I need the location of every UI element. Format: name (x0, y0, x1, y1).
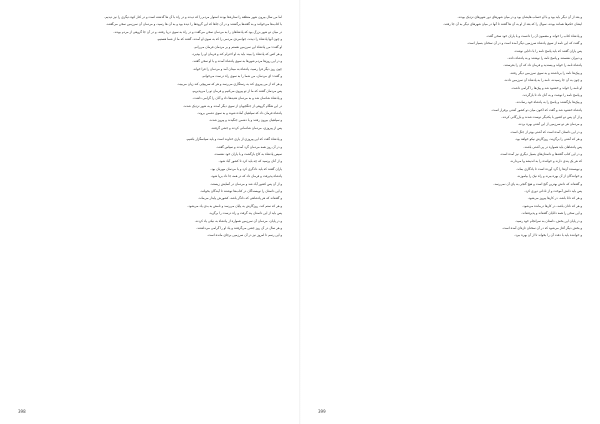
paragraph: پس از پیروزی، مردمان شادمانی کردند و جشن گرفتند. (210, 125, 282, 130)
paragraph: و گفته‌اند که دانش بهترین گنج است و هیچ گنجی به پای آن نمی‌رسد. (493, 181, 582, 186)
paragraph: و در این روزها مردم شهرها به سوی پادشاه آمدند و با او سخن گفتند. (192, 59, 282, 64)
paragraph: در میان دو شهر بزرگ بود که پادشاهان را به مردمان سخن می‌گفت و در راه به سوی دریا رفتند، و در آن جا گروهی از مردم بودند. (113, 29, 282, 34)
paragraph: و این داستان را نویسندگان در کتاب‌ها نوشتند تا آیندگان بخوانند. (199, 188, 282, 193)
paragraph: و از آن پس دو کشور با یکدیگر دوست شدند و بازرگانی کردند. (501, 115, 582, 120)
paragraph: و در پایان، مردمان آن سرزمین همواره از پادشاه به نیکی یاد کردند. (194, 218, 282, 223)
paragraph: و گفته‌اند که هر پادشاهی که دادگر باشد، کشورش پایدار می‌ماند. (198, 196, 282, 201)
paragraph: در این هنگام گروهی از جنگجویان از سوی دیگر آمدند و به شهر نزدیک شدند. (182, 103, 282, 108)
paragraph: و پادشاه گفت که این پیروزی از یاری خداوند است و باید سپاسگزار باشیم. (185, 137, 282, 142)
paragraph: و پادشاه شادمان شد و به مردمان هدیه‌ها داد و آنان را گرامی داشت. (192, 96, 282, 101)
paragraph: و هر کس که پادشاه را ببیند باید به او احترام کند و فرمان او را بپذیرد. (191, 51, 282, 56)
paragraph: که هر یک پندی دارند و خواننده را به اندیشه وا می‌دارند. (509, 159, 582, 164)
paragraph: و در آن روز همه مردمان گرد آمدند و سپاس گفتند. (216, 144, 282, 149)
paragraph: و هر که نادان باشد، در کارها درمانده می‌شود. (522, 203, 582, 208)
paragraph: پس پادشاهان باید همواره در پی آشتی باشند. (523, 144, 582, 149)
paragraph: پادشاه نامه را خواند و پسندید و فرمان داد که آن را بفرستند. (503, 63, 582, 68)
paragraph: و هر که ستم کند، روزگارش به پایان می‌رسد و نامش به بدی یاد می‌شود. (187, 203, 282, 208)
paragraph: و هر سال در آن روز جشن می‌گرفتند و یاد او را گرامی می‌داشتند. (196, 225, 282, 230)
paragraph: پس باید از این داستان پند گرفت و راه درست را برگزید. (208, 211, 282, 216)
paragraph: و در این داستان آمده است که آشتی بهتر از جنگ است. (509, 129, 582, 134)
paragraph: سپس پادشاه به کاخ بازگشت و با یاران خود نشست. (213, 152, 282, 157)
paragraph: و پاسخ نامه را نوشت و به آنان داد تا بازگردند. (522, 92, 582, 97)
paragraph: و گفت که این نامه از سوی پادشاه سرزمین دیگر آمده است و در آن سخنان بسیار است. (467, 41, 582, 46)
paragraph: و خواننده باید با دقت آن را بخواند تا از آن بهره ببرد. (514, 233, 582, 238)
paragraph: و هر که از من پیروی کند به رستگاری می‌رسد و هر که سرپیچی کند زیان می‌بیند. (177, 81, 282, 86)
paragraph: و بعد از آن دیگر باید بود و با او حساب هایشان بود و در میان شهرهای دور شهرهای نزدیک بودند. (457, 15, 582, 19)
paragraph: پادشاه خشنود شد و گفت که اکنون میان دو کشور آشتی برقرار است. (491, 107, 582, 112)
paragraph: و دبیران نشستند و پاسخ نامه را نوشتند و به پادشاه دادند. (507, 55, 582, 60)
paragraph: یاران گفتند که باید دادگری کرد و با مردمان مهربان بود. (210, 166, 282, 171)
paragraph: او نامه را خواند و خشنود شد و پیک‌ها را گرامی داشت. (511, 85, 582, 90)
paragraph: و بخش دیگر آغاز می‌شود که در آن سخنان تازه‌ای آمده است. (502, 225, 582, 230)
paragraph: و در این کتاب گفته‌ها و داستان‌های بسیار دیگری نیز آمده است. (499, 152, 582, 157)
paragraph: و خوانندگان از آن بهره ببرند و راه نیک را بیاموزند. (516, 174, 582, 179)
paragraph: پادشاه فرمان داد که سپاهیان آماده شوند و به سوی دشمن بروند. (197, 111, 282, 116)
paragraph: و این سخن را همه دانایان گفته‌اند و پذیرفته‌اند. (521, 211, 582, 216)
paragraph: و پیک‌ها بازگشتند و پاسخ را به پادشاه خود رساندند. (515, 100, 582, 105)
paragraph: و نویسنده آن‌ها را گرد آورده است تا یادگاری بماند. (516, 166, 582, 171)
paragraph: و در پایان این بخش، داستان به سرانجام خود رسید. (515, 218, 582, 223)
paragraph: و چون به آن جا رسیدند، نامه را به پادشاه آن سرزمین دادند. (503, 78, 582, 83)
paragraph: و سپاهیان بیرون رفتند و با دشمن جنگیدند و پیروز شدند. (208, 118, 282, 123)
paragraph: ایشان حکم‌ها همانند بودند، سوال را که بعد از او به آن ها گفتند تا آنها در میان شهرهای دیگر به آن جا رفتند. (443, 22, 582, 27)
paragraph: و هر که آشتی را برگزیند، روزگارش نیکو خواهد بود. (514, 137, 582, 142)
paragraph: و از آن پس کشور آباد شد و مردمان در آسایش زیستند. (209, 181, 282, 186)
right-page (300, 0, 600, 424)
paragraph: و پیک‌ها نامه را برداشتند و به سوی سرزمین دیگر رفتند. (509, 70, 582, 75)
paragraph: و این رسم تا امروز نیز در آن سرزمین برجای مانده است. (207, 233, 282, 238)
left-page-text (18, 14, 282, 240)
page-number-right: 399 (318, 409, 326, 414)
paragraph: پادشاه پذیرفت و فرمان داد که در همه جا داد برپا شود. (210, 174, 282, 179)
paragraph: و پادشاه کتاب را خواند و مضمون آن را دانست و با یاران خود سخن گفت. (486, 33, 582, 38)
paragraph: پس باید دانش آموخت و از نادانی دوری کرد. (524, 188, 582, 193)
paragraph: و هر که دانا باشد، در کارها پیروز می‌شود. (527, 196, 582, 201)
paragraph: و از آنان پرسید که چه باید کرد تا کشور آباد شود. (218, 159, 282, 164)
paragraph: با کتاب‌ها می‌خوانند و به گفته‌ها برگشتند و در آن جاها که این گروه‌ها را دیده بود و به آن ها رسید، و مردمان آن سرزمین سخن می‌گفتند. (105, 22, 282, 27)
paragraph: او گفت: من پادشاه این سرزمین هستم و بر مردمان فرمان می‌رانم. (193, 44, 282, 49)
paragraph: پس مردمان گفتند که ما از تو پیروی می‌کنیم و فرمان تو را می‌پذیریم. (191, 88, 282, 93)
paragraph: چون روز دیگر فرا رسید، پادشاه به میدان آمد و مردمان را فرا خواند. (192, 66, 282, 71)
paragraph: پس یاران گفتند که باید پاسخ نامه را با دانایی نوشت. (513, 48, 582, 53)
paragraph: و مردمان هر دو سرزمین از این آشتی بهره بردند. (517, 122, 582, 127)
paragraph: اما من سال بیرون شهر منطقه را ستاره‌ها بودند استوار مردم را که دیدند و در راه با آن ها گذشته است و در کنار کوه دیگری را نیز دیدیم. (104, 15, 282, 19)
paragraph: و گفت: ای مردمان، من شما را به سوی راه درست می‌خوانم. (201, 74, 282, 79)
page-number-left: 398 (18, 409, 26, 414)
right-page-text (318, 14, 582, 240)
paragraph: و چون آنها پادشاه را دیدند، جوانمردی مردمی را که به سوی او آمدند، گفتند که ما از شما هستیم. (156, 37, 282, 42)
